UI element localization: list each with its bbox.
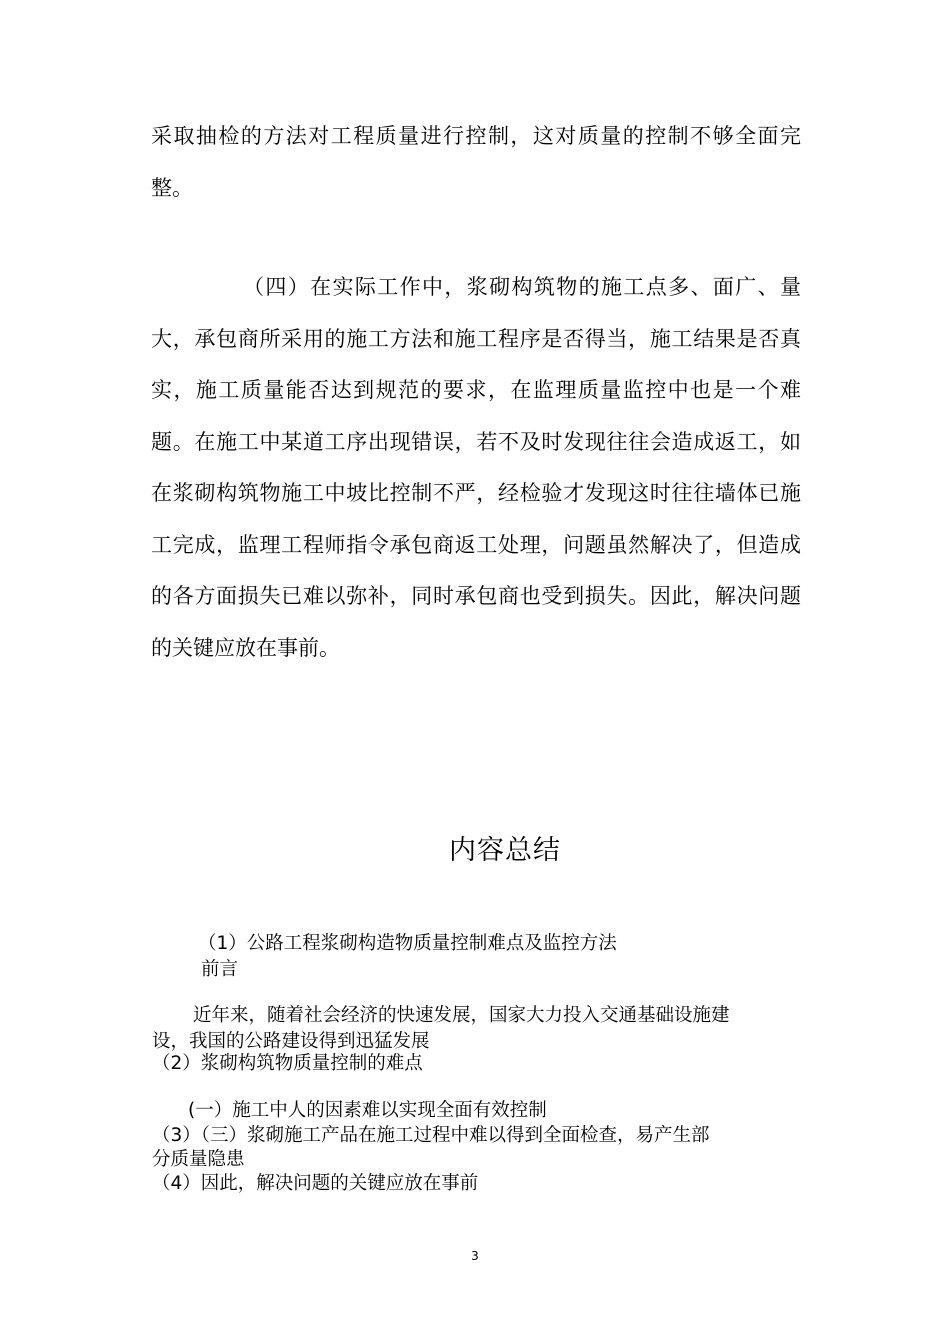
paragraph-four: （四）在实际工作中，浆砌构筑物的施工点多、面广、量大，承包商所采用的施工方法和施工程序是否得当，施工结果是否真实，施工质量能否达到规范的要求，在监理质量监控中也是一个难题。在施工中某道工序出现错误，若不及时发现往往会造成返工，如在浆砌构筑物施工中坡比控制不严，经检验才发现这时往往墙体已施工完成，监理工程师指令承包商返工处理，问题虽然解决了，但造成的各方面损失已难以弥补，同时承包商也受到损失。因此，解决问题的关键应放在事前。 (151, 275, 801, 660)
summary-item-4: （4）因此，解决问题的关键应放在事前 (152, 1173, 479, 1194)
summary-item-1-text-line-2: 设，我国的公路建设得到迅猛发展 (152, 1031, 430, 1052)
summary-title: 内容总结 (449, 835, 561, 866)
summary-item-1: （1）公路工程浆砌构造物质量控制难点及监控方法 (198, 933, 617, 954)
summary-item-2: （2）浆砌构筑物质量控制的难点 (152, 1053, 423, 1074)
paragraph-continuation: 采取抽检的方法对工程质量进行控制，这对质量的控制不够全面完整。 (151, 124, 801, 200)
summary-item-2-subheading: (一）施工中人的因素难以实现全面有效控制 (188, 1100, 547, 1121)
page-number: 3 (471, 1249, 479, 1263)
summary-item-3-line-1: （3）（三）浆砌施工产品在施工过程中难以得到全面检查，易产生部 (152, 1125, 710, 1146)
summary-item-1-text-line-1: 近年来，随着社会经济的快速发展，国家大力投入交通基础设施建 (193, 1005, 730, 1026)
summary-item-3-line-2: 分质量隐患 (152, 1149, 245, 1170)
summary-item-1-subheading: 前言 (201, 959, 239, 980)
